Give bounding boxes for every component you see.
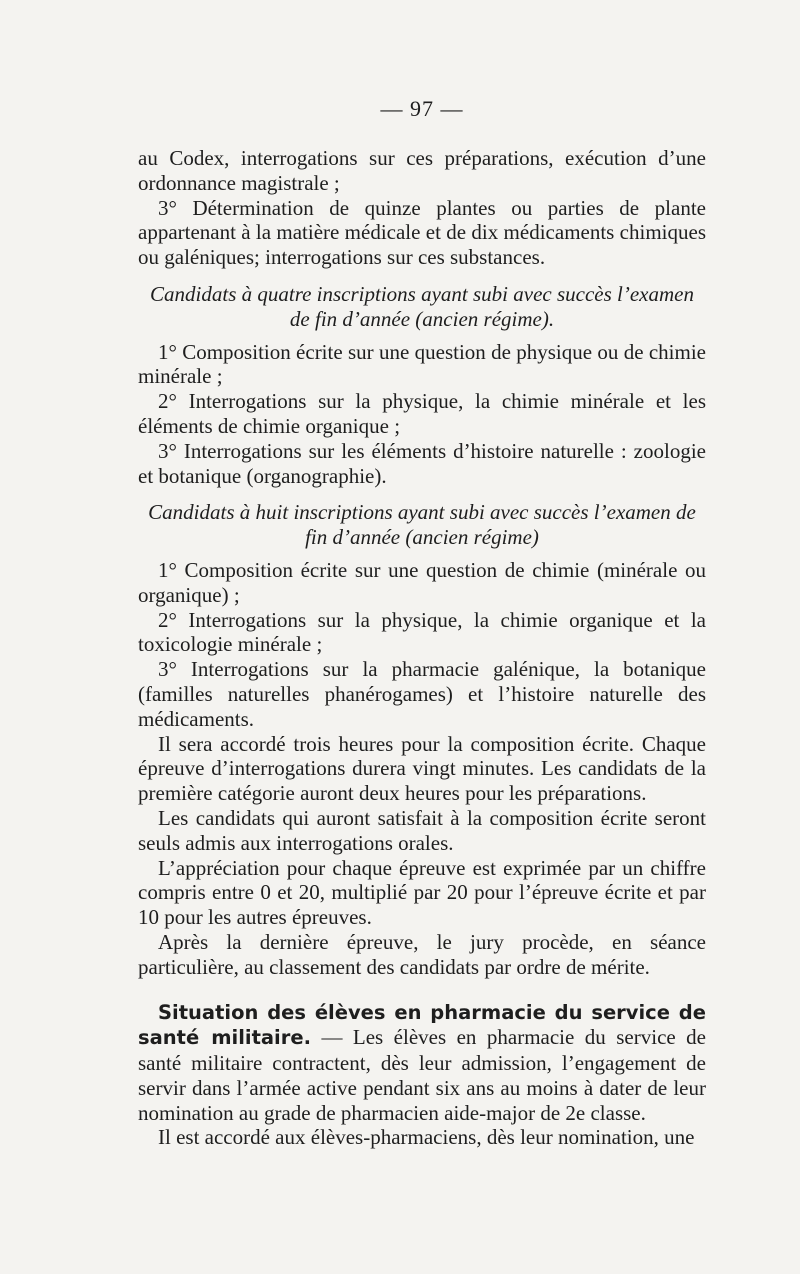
paragraph-determination: 3° Détermination de quinze plantes ou parties de plante appartenant à la matière médicale et de dix médicaments chimiques ou galéniques; interrogations sur ces substances. (138, 195, 706, 270)
paragraph-admission-orales: Les candidats qui auront satisfait à la composition écrite seront seuls admis aux interrogations orales. (138, 805, 706, 855)
heading-huit-inscriptions: Candidats à huit inscriptions ayant subi avec succès l’examen de fin d’année (ancien régime) (148, 500, 696, 550)
paragraph-composition-physique: 1° Composition écrite sur une question de physique ou de chimie minérale ; (138, 339, 706, 389)
heading-quatre-inscriptions: Candidats à quatre inscriptions ayant subi avec succès l’examen de fin d’année (ancien régime). (150, 281, 694, 331)
section-title: Situation des élèves en pharmacie du service de santé militaire. (138, 1000, 706, 1050)
section-situation-eleves (138, 1000, 706, 1126)
page-number: — 97 — (380, 96, 464, 121)
paragraph-histoire-naturelle: 3° Interrogations sur les éléments d’histoire naturelle : zoologie et botanique (organographie). (138, 438, 706, 488)
paragraph-appreciation: L’appréciation pour chaque épreuve est exprimée par un chiffre compris entre 0 et 20, multiplié par 20 pour l’épreuve écrite et par 10 pour les autres épreuves. (138, 855, 706, 930)
paragraph-duree-epreuves: Il sera accordé trois heures pour la composition écrite. Chaque épreuve d’interrogations durera vingt minutes. Les candidats de la première catégorie auront deux heures pour les préparations. (138, 731, 706, 806)
paragraph-classement: Après la dernière épreuve, le jury procède, en séance particulière, au classement des candidats par ordre de mérite. (138, 929, 706, 979)
paragraph-pharmacie-galenique: 3° Interrogations sur la pharmacie galénique, la botanique (familles naturelles phanérogames) et l’histoire naturelle des médicaments. (138, 657, 706, 731)
paragraph-interrogations-physique: 2° Interrogations sur la physique, la chimie minérale et les éléments de chimie organique ; (138, 389, 706, 438)
section-text: — Les élèves en pharmacie du service de santé militaire contractent, dès leur admission, l’engagement de servir dans l’armée active pendant six ans au moins à dater de leur nomination au grade de pharmacien aide-major de 2e classe. (138, 1025, 706, 1125)
paragraph-composition-chimie: 1° Composition écrite sur une question de chimie (minérale ou organique) ; (138, 557, 706, 607)
paragraph-codex: au Codex, interrogations sur ces préparations, exécution d’une ordonnance magistrale ; (138, 146, 706, 195)
paragraph-interrogations-chimie: 2° Interrogations sur la physique, la chimie organique et la toxicologie minérale ; (138, 607, 706, 657)
paragraph-accorde: Il est accordé aux élèves-pharmaciens, dès leur nomination, une (158, 1125, 695, 1150)
